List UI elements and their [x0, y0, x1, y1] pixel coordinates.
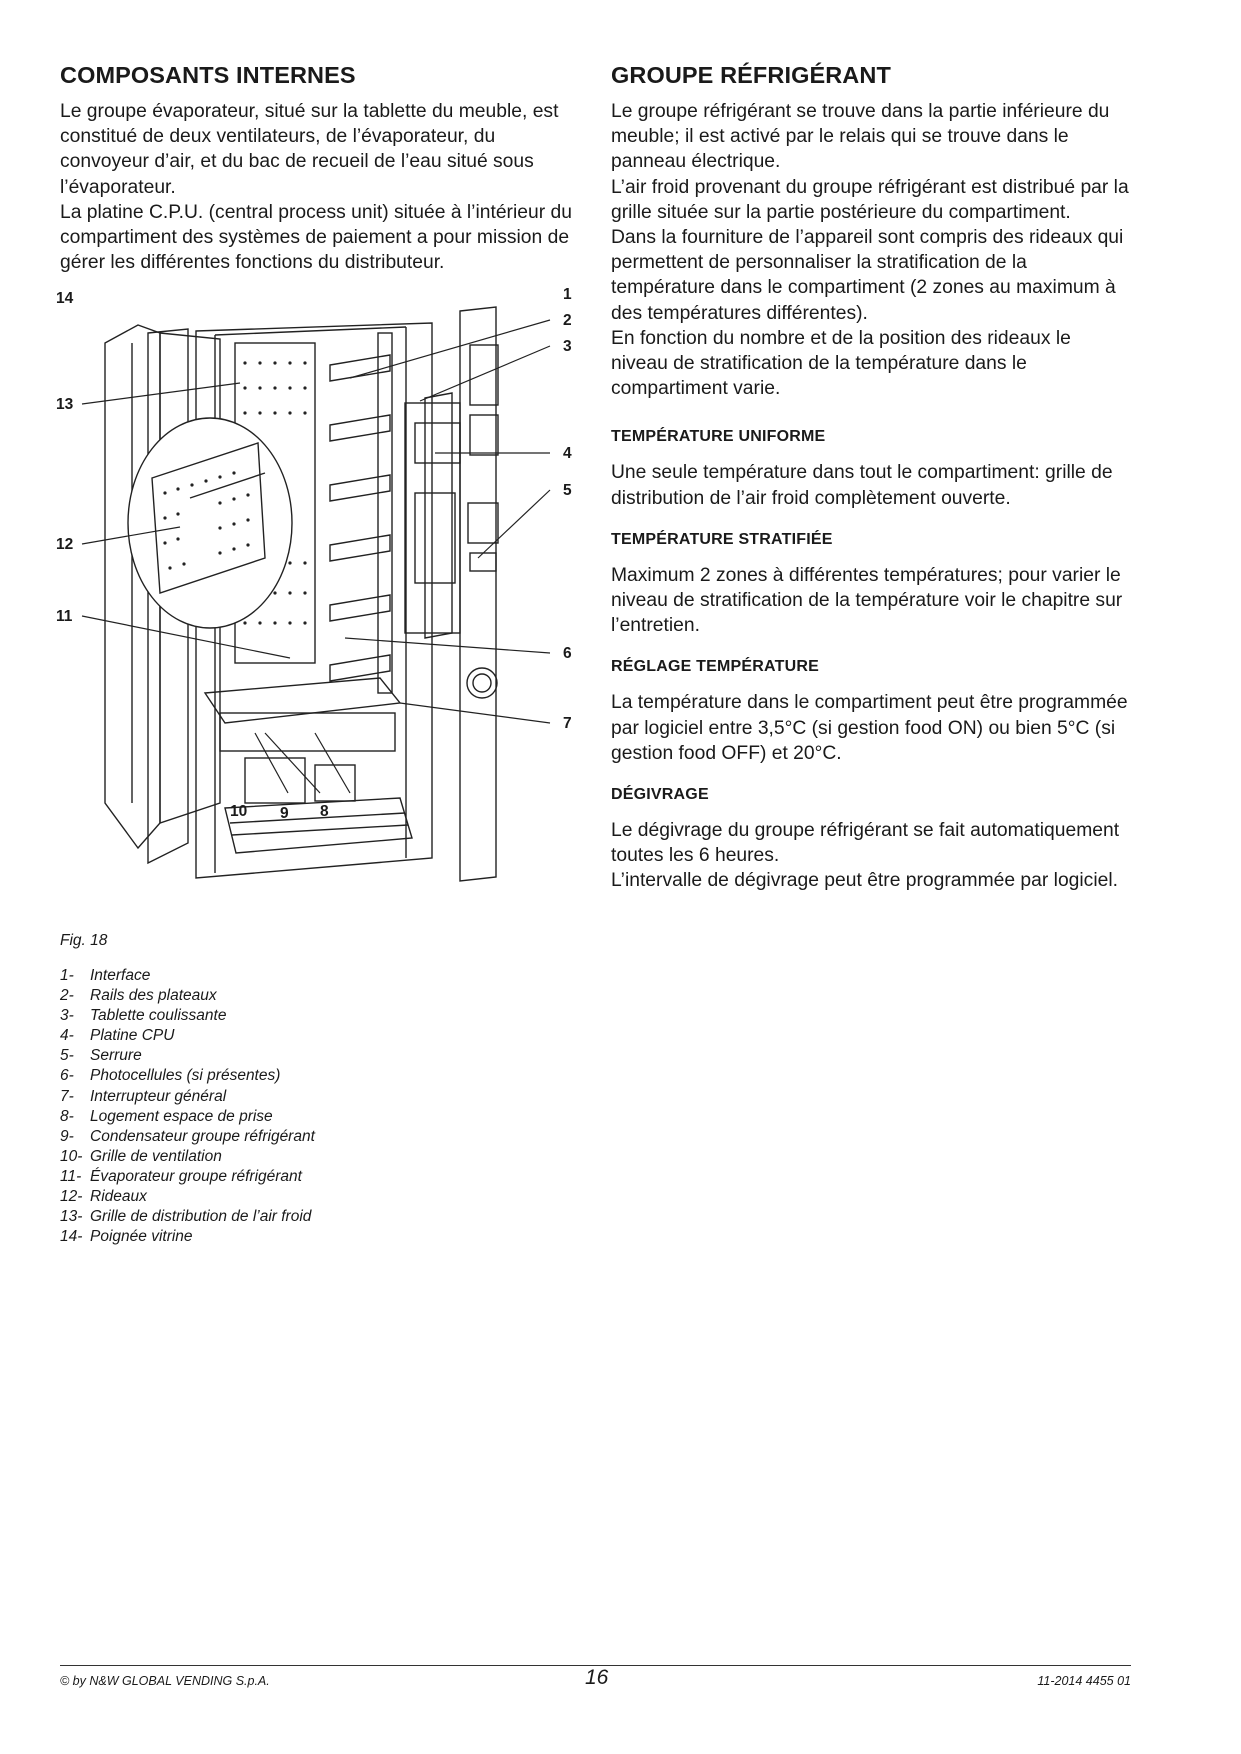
callout-2: 2 — [563, 312, 572, 329]
callout-10: 10 — [230, 803, 248, 820]
keypad — [468, 503, 498, 543]
reglage-temperature-text: La température dans le compartiment peut être programmée par logiciel entre 3,5°C (si gestion food ON) ou bien 5°C (si gestion food OFF) et 20°C. — [611, 692, 1128, 764]
callout-13: 13 — [56, 396, 74, 413]
subheading-temperature-stratifiee: TEMPÉRATURE STRATIFIÉE — [611, 530, 833, 548]
legend-item: 5- Serrure — [60, 1047, 142, 1065]
callout-12: 12 — [56, 536, 74, 553]
footer-copyright: © by N&W GLOBAL VENDING S.p.A. — [60, 1674, 270, 1688]
callout-11: 11 — [56, 608, 73, 625]
compressor — [245, 758, 305, 803]
legend-item: 3- Tablette coulissante — [60, 1007, 227, 1025]
legend-item: 10- Grille de ventilation — [60, 1147, 222, 1165]
lock — [470, 553, 496, 571]
composants-paragraph: Le groupe évaporateur, situé sur la tablette du meuble, est constitué de deux ventilateurs, de l’évaporateur, du convoyeur d’air, et du bac de recueil de l’eau situé sous l’évaporateur. La platine C.P.U. (central process unit) située à l’intérieur du compartiment des systèmes de paiement a pour mission de gérer les différentes fonctions du distributeur. — [60, 101, 572, 274]
temperature-stratifiee-text: Maximum 2 zones à différentes températures; pour varier le niveau de stratification de la température voir le chapitre sur l’entretien. — [611, 564, 1123, 637]
legend-item: 1- Interface — [60, 967, 151, 984]
figure-legend — [60, 966, 315, 1247]
subheading-degivrage: DÉGIVRAGE — [611, 786, 709, 804]
legend-item: 11- Évaporateur groupe réfrigérant — [60, 1167, 302, 1185]
page-number: 16 — [585, 1666, 609, 1689]
detail-zoom-circle — [128, 418, 292, 628]
legend-item: 6- Photocellules (si présentes) — [60, 1067, 281, 1085]
callout-8: 8 — [320, 803, 329, 820]
legend-item: 13- Grille de distribution de l’air froid — [60, 1208, 312, 1226]
temperature-uniforme-text: Une seule température dans tout le compartiment: grille de distribution de l’air froid complètement ouverte. — [611, 462, 1113, 509]
evaporator — [205, 678, 400, 723]
coin-insert — [467, 668, 497, 698]
groupe-paragraph: Le groupe réfrigérant se trouve dans la partie inférieure du meuble; il est activé par le relais qui se trouve dans le panneau électrique. L’air froid provenant du groupe réfrigérant est distribué par la grille située sur la partie postérieure du compartiment. Dans la fourniture de l’appareil sont compris des rideaux qui permettent de personnaliser la stratification de la température dans le compartiment (2 zones au maximum à des températures différentes). En fonction du nombre et de la position des rideaux le niveau de stratification de la température dans le compartiment varie. — [611, 101, 1129, 400]
callout-5: 5 — [563, 482, 572, 499]
legend-item: 8- Logement espace de prise — [60, 1107, 273, 1125]
callout-4: 4 — [563, 445, 572, 462]
left-column — [60, 62, 580, 275]
display-window — [470, 345, 498, 405]
tray-rails — [330, 355, 390, 681]
legend-item: 7- Interrupteur général — [60, 1087, 227, 1105]
footer-document-code: 11-2014 4455 01 — [1037, 1674, 1131, 1688]
legend-item: 12- Rideaux — [60, 1188, 147, 1206]
callout-7: 7 — [563, 715, 572, 732]
front-panel — [460, 307, 496, 881]
cpu-board — [415, 423, 460, 463]
figure-caption: Fig. 18 — [60, 932, 108, 949]
callout-1: 1 — [563, 286, 572, 303]
legend-item: 14- Poignée vitrine — [60, 1228, 193, 1246]
legend-item: 2- Rails des plateaux — [60, 987, 217, 1005]
callout-14: 14 — [56, 290, 74, 307]
subheading-reglage-temperature: RÉGLAGE TEMPÉRATURE — [611, 658, 819, 676]
callout-6: 6 — [563, 645, 572, 662]
subheading-temperature-uniforme: TEMPÉRATURE UNIFORME — [611, 428, 826, 446]
callout-9: 9 — [280, 805, 289, 822]
vending-machine-drawing — [60, 303, 580, 928]
section-title-groupe: GROUPE RÉFRIGÉRANT — [611, 62, 891, 88]
callout-3: 3 — [563, 338, 572, 355]
degivrage-text: Le dégivrage du groupe réfrigérant se fait automatiquement toutes les 6 heures. L’intervalle de dégivrage peut être programmée par logiciel. — [611, 820, 1120, 892]
right-column — [611, 62, 1131, 894]
vending-machine-figure — [56, 286, 580, 928]
legend-item: 4- Platine CPU — [60, 1027, 175, 1045]
section-title-composants: COMPOSANTS INTERNES — [60, 62, 356, 88]
legend-item: 9- Condensateur groupe réfrigérant — [60, 1127, 315, 1145]
